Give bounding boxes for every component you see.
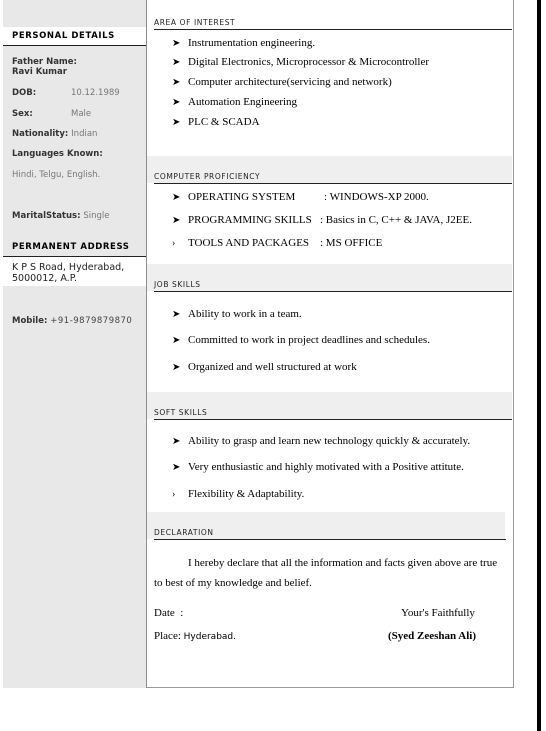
sex-value: Male [71,109,92,119]
nationality-label: Nationality: [12,129,69,139]
soft-skill-item: › Flexibility & Adaptability. [172,488,305,500]
languages-label: Languages Known: [12,149,103,159]
arrow-bullet-icon: ➤ [172,38,181,49]
arrow-bullet-icon: › [172,489,176,500]
computer-proficiency-title: COMPUTER PROFICIENCY [154,172,261,181]
interest-item: ➤ PLC & SCADA [172,116,260,128]
job-skill-item: ➤ Ability to work in a team. [172,308,302,320]
languages-value: Hindi, Telgu, English. [12,170,101,180]
page-edge-bar [537,0,541,731]
father-name-value: Ravi Kumar [12,67,67,77]
soft-skill-item: ➤ Ability to grasp and learn new technology quickly & accurately. [172,435,471,447]
arrow-bullet-icon: ➤ [172,97,181,108]
address-line-2: 5000012, A.P. [12,273,77,284]
nationality-value: Indian [71,129,98,139]
interest-item: ➤ Computer architecture(servicing and network) [172,76,392,88]
signature-name: (Syed Zeeshan Ali) [388,630,477,642]
arrow-bullet-icon: ➤ [172,57,181,68]
address-line-1: K P S Road, Hyderabad, [12,262,125,273]
personal-header-rule [3,45,146,46]
declaration-text: I hereby declare that all the information and facts given above are true to best of my knowledge and belief. [154,557,498,589]
marital-row [12,211,110,221]
mobile-value: +91-9879879870 [50,316,133,326]
job-skills-rule [154,291,512,292]
mobile-row [12,316,132,326]
place-row [154,630,236,642]
arrow-bullet-icon: ➤ [172,362,181,373]
sidebar [3,0,147,688]
dob-value: 10.12.1989 [71,88,120,98]
permanent-address-header: PERMANENT ADDRESS [12,242,130,252]
declaration-rule [154,539,506,540]
place-value: Hyderabad. [183,632,237,642]
mobile-label: Mobile: [12,316,48,326]
arrow-bullet-icon: ➤ [172,462,181,473]
proficiency-item: ➤ OPERATING SYSTEM : WINDOWS-XP 2000. [172,191,429,203]
marital-value: Single [83,211,110,221]
arrow-bullet-icon: ➤ [172,215,181,226]
interest-item: ➤ Instrumentation engineering. [172,37,316,49]
father-name-label: Father Name: [12,57,77,67]
arrow-bullet-icon: ➤ [172,117,181,128]
place-label: Place: [154,630,181,642]
soft-skills-title: SOFT SKILLS [154,408,208,417]
arrow-bullet-icon: ➤ [172,309,181,320]
proficiency-item: ➤ PROGRAMMING SKILLS : Basics in C, C++ & JAVA, J2EE. [172,214,472,226]
job-skill-item: ➤ Committed to work in project deadlines and schedules. [172,334,430,346]
interest-item: ➤ Digital Electronics, Microprocessor & Microcontroller [172,56,430,68]
closing-text: Your's Faithfully [401,607,475,619]
sex-label: Sex: [12,109,33,119]
soft-skills-rule [154,419,512,420]
dob-label: DOB: [12,88,37,98]
nationality-row [12,129,97,139]
address-header-rule [3,256,146,257]
declaration-title: DECLARATION [154,528,214,537]
personal-details-header: PERSONAL DETAILS [12,31,115,41]
area-of-interest-title: AREA OF INTEREST [154,18,236,27]
computer-proficiency-rule [154,183,512,184]
soft-skill-item: ➤ Very enthusiastic and highly motivated with a Positive attitute. [172,461,464,473]
arrow-bullet-icon: › [172,238,176,249]
job-skills-title: JOB SKILLS [154,280,201,289]
date-label: Date : [154,607,184,619]
job-skill-item: ➤ Organized and well structured at work [172,361,357,373]
marital-label: MaritalStatus: [12,211,81,221]
proficiency-item: › TOOLS AND PACKAGES : MS OFFICE [172,237,383,249]
arrow-bullet-icon: ➤ [172,335,181,346]
arrow-bullet-icon: ➤ [172,77,181,88]
interest-item: ➤ Automation Engineering [172,96,298,108]
arrow-bullet-icon: ➤ [172,436,181,447]
arrow-bullet-icon: ➤ [172,192,181,203]
area-of-interest-rule [154,29,512,30]
